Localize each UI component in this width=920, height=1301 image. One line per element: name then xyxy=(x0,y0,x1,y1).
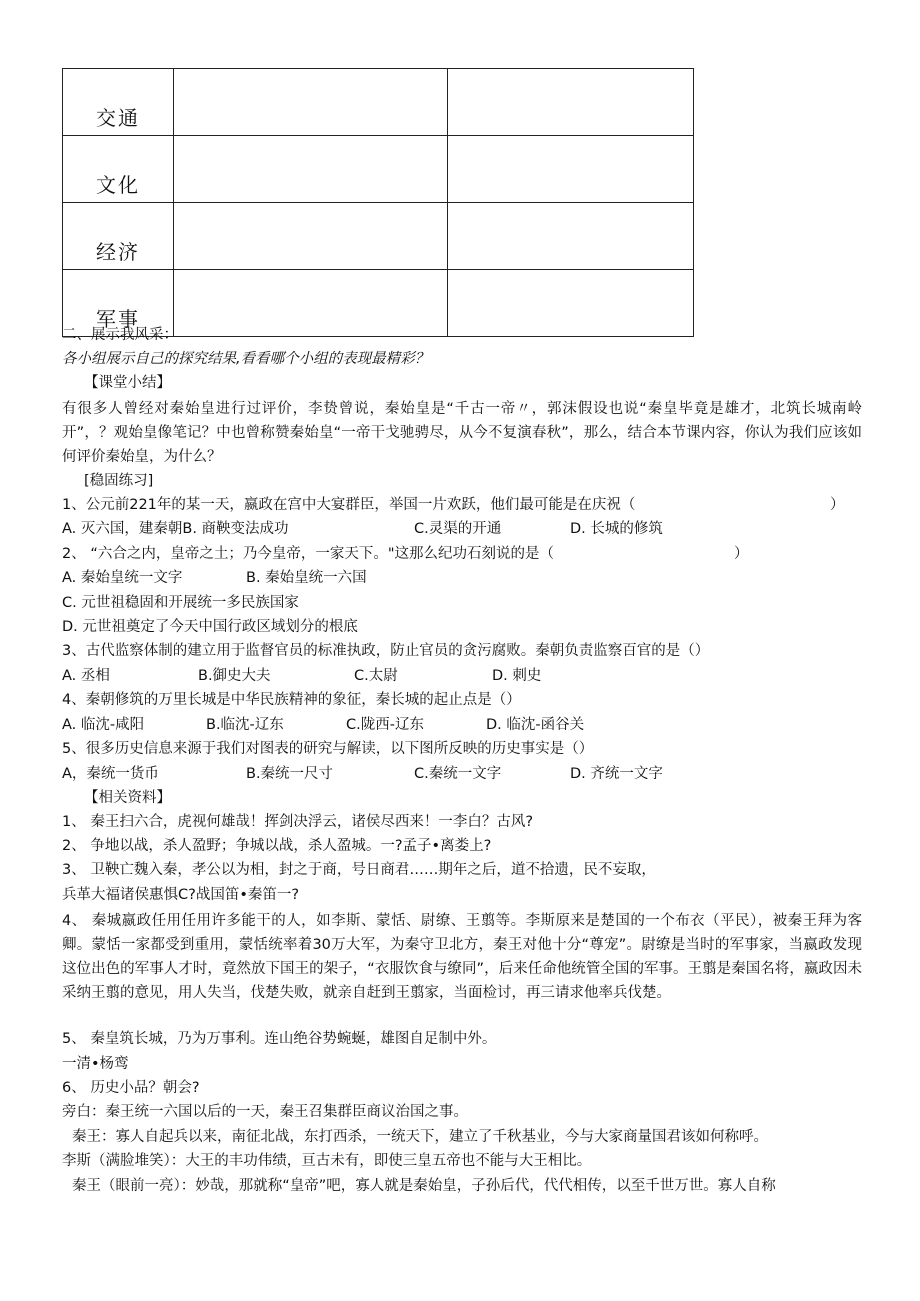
table-row xyxy=(63,203,694,270)
question xyxy=(62,495,862,515)
question xyxy=(62,544,862,564)
option-c: C.陇西-辽东 xyxy=(346,717,424,733)
section-title: 二、展示我风采： xyxy=(62,327,178,343)
options xyxy=(62,715,862,735)
table-cell xyxy=(448,203,694,270)
question-text: 5、很多历史信息来源于我们对图表的研究与解读，以下图所反映的历史事实是（） xyxy=(62,741,594,757)
material-4: 4、 秦城嬴政任用任用许多能干的人，如李斯、蒙恬、尉缭、王翦等。李斯原来是楚国的一个布衣（平民），被秦王拜为客卿。蒙恬一家都受到重用，蒙恬统率着30万大军，为秦守卫北方，秦王对他十分“尊宠”。尉缭是当时的军事家，当嬴政发现这位出色的军事人才时，竟然放下国王的架子，“衣服饮食与缭同”，后来任命他统管全国的军事。王翦是秦国名将，嬴政因未采纳王翦的意见，用人失当，伐楚失败，就亲自赶到王翦家，当面检讨，再三请求他率兵伐楚。 xyxy=(62,913,862,1001)
table-cell xyxy=(174,69,448,136)
table-cell xyxy=(448,69,694,136)
option-d: D. 临沈-函谷关 xyxy=(486,717,585,733)
row-label: 交通 xyxy=(63,69,174,136)
material-5-source: 一清•杨鸾 xyxy=(62,1056,129,1072)
material-6-narration: 旁白：秦王统一六国以后的一天，秦王召集群臣商议治国之事。 xyxy=(62,1104,468,1120)
table-cell xyxy=(174,270,448,337)
option-d: D. 长城的修筑 xyxy=(570,521,663,537)
options xyxy=(62,519,862,539)
table-cell xyxy=(448,136,694,203)
row-label: 军事 xyxy=(63,270,174,337)
option-d: D. 元世祖奠定了今天中国行政区域划分的根底 xyxy=(62,619,358,635)
option-a: A. 丞相 xyxy=(62,668,110,684)
material-2: 2、 争地以战，杀人盈野；争城以战，杀人盈城。一?孟子•离娄上? xyxy=(62,838,492,854)
practice-heading: [稳固练习] xyxy=(84,473,154,489)
table-cell xyxy=(448,270,694,337)
option-a: A. 临沈-咸阳 xyxy=(62,717,145,733)
question-close: ） xyxy=(734,546,749,562)
material-5: 5、 秦皇筑长城，乃为万事利。连山绝谷势蜿蜒，雄图自足制中外。 xyxy=(62,1031,497,1047)
question-text: 2、 “六合之内，皇帝之土；乃今皇帝，一家天下。"这那么纪功石刻说的是（ xyxy=(62,546,555,562)
options xyxy=(62,568,862,588)
option-c: C.太尉 xyxy=(354,668,398,684)
option-d: D. 刺史 xyxy=(492,668,542,684)
row-label: 文化 xyxy=(63,136,174,203)
option-a: A，秦统一货币 xyxy=(62,766,159,782)
options xyxy=(62,764,862,784)
table-cell xyxy=(174,136,448,203)
summary-heading: 【课堂小结】 xyxy=(84,375,171,391)
summary-text: 有很多人曾经对秦始皇进行过评价，李贽曾说，秦始皇是“千古一帝〃，郭沫假设也说“秦皇毕竟是雄才，北筑长城南岭开”，？观始皇像笔记？中也曾称赞秦始皇“一帝干戈驰骋尽，从今不复演春秋”，那么，结合本节课内容，你认为我们应该如何评价秦始皇，为什么？ xyxy=(62,401,862,465)
option-b: B.临沈-辽东 xyxy=(206,717,284,733)
material-6-line: 秦王：寡人自起兵以来，南征北战，东打西杀，一统天下，建立了千秋基业，今与大家商量国君该如何称呼。 xyxy=(72,1129,768,1145)
question-close: ） xyxy=(830,497,845,513)
table-row xyxy=(63,69,694,136)
option-a: A. 秦始皇统一文字 xyxy=(62,570,183,586)
option-c: C.秦统一文字 xyxy=(414,766,502,782)
material-3: 3、 卫鞅亡魏入秦，孝公以为相，封之于商，号日商君……期年之后，道不拾遗，民不妄取， xyxy=(62,862,656,878)
table-cell xyxy=(174,203,448,270)
option-b: B. 秦始皇统一六国 xyxy=(246,570,367,586)
option-c: C.灵渠的开通 xyxy=(414,521,502,537)
question-text: 1、公元前221年的某一天，嬴政在宫中大宴群臣，举国一片欢跃，他们最可能是在庆祝（ xyxy=(62,497,636,513)
comparison-table xyxy=(62,68,694,337)
option-b: B.秦统一尺寸 xyxy=(246,766,334,782)
table-row xyxy=(63,136,694,203)
material-1: 1、 秦王扫六合，虎视何雄哉！挥剑决浮云，诸侯尽西来！一李白？古风? xyxy=(62,814,534,830)
option-d: D. 齐统一文字 xyxy=(570,766,663,782)
row-label: 经济 xyxy=(63,203,174,270)
option-b: B.御史大夫 xyxy=(198,668,271,684)
option-a: A. 灭六国，建秦朝B. 商鞅变法成功 xyxy=(62,521,289,537)
options xyxy=(62,666,862,686)
material-6-line: 秦王（眼前一亮）：妙哉，那就称“皇帝”吧，寡人就是秦始皇，子孙后代，代代相传，以至千世万世。寡人自称 xyxy=(72,1178,776,1194)
question-text: 4、秦朝修筑的万里长城是中华民族精神的象征，秦长城的起止点是（） xyxy=(62,692,521,708)
section-subtitle: 各小组展示自己的探究结果,看看哪个小组的表现最精彩？ xyxy=(62,351,430,367)
material-6: 6、 历史小品？朝会? xyxy=(62,1080,200,1096)
option-c: C. 元世祖稳固和开展统一多民族国家 xyxy=(62,595,299,611)
material-6-line: 李斯（满脸堆笑）：大王的丰功伟绩，亘古未有，即使三皇五帝也不能与大王相比。 xyxy=(62,1153,592,1169)
question-text: 3、古代监察体制的建立用于监督官员的标准执政，防止官员的贪污腐败。秦朝负责监察百官的是（） xyxy=(62,643,710,659)
material-3-cont: 兵革大福诸侯惠惧C?战国笛•秦笛一? xyxy=(62,887,300,903)
materials-heading: 【相关资料】 xyxy=(84,790,171,806)
